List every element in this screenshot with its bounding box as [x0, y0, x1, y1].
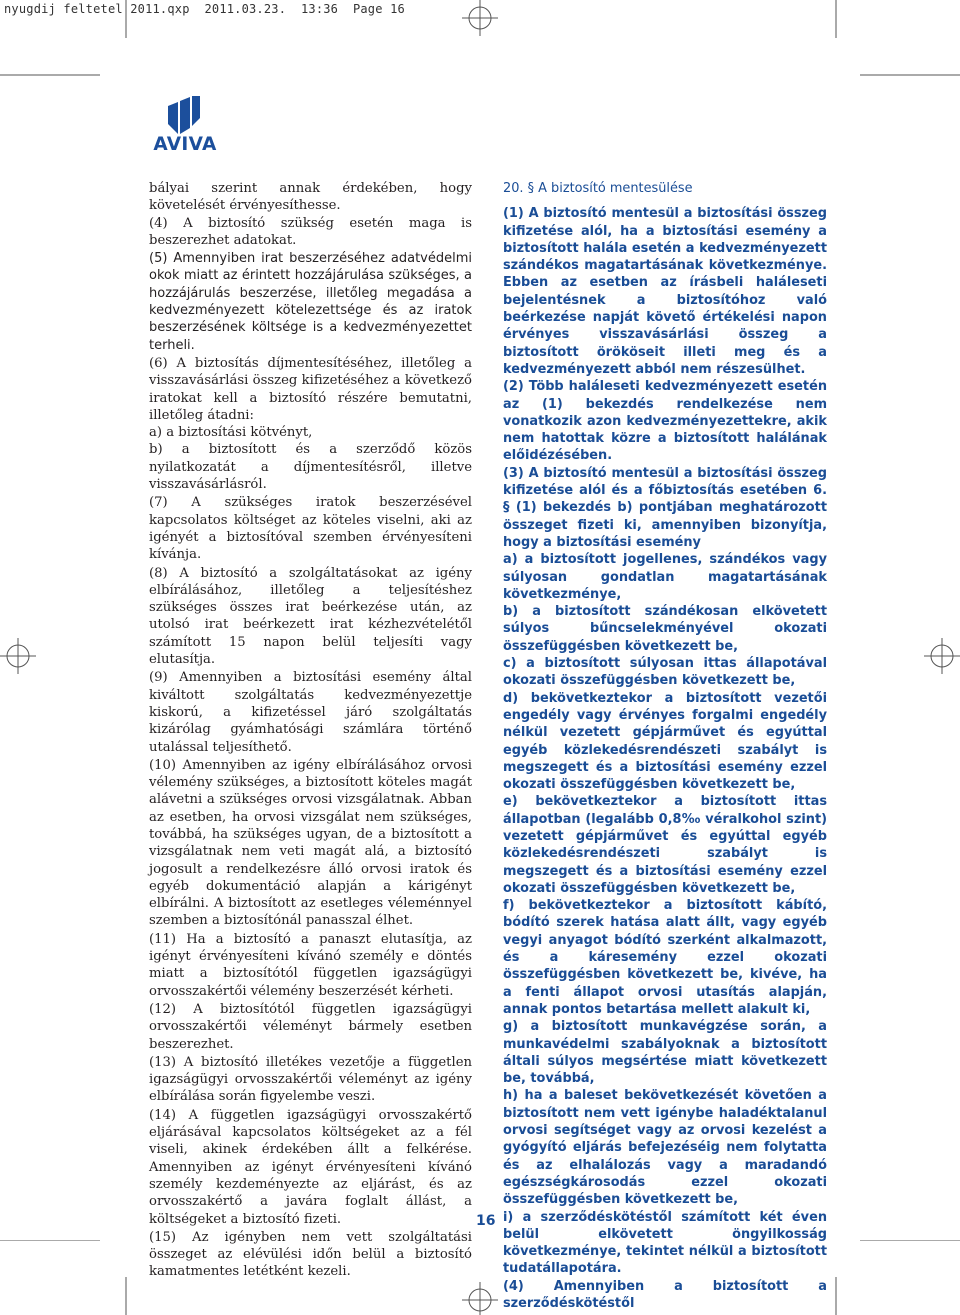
paragraph: (3) A biztosító mentesül a biztosítási összeg kifizetése alól és a főbiztosítás esetében 6. § (1) bekezdés b) pontjában meghatározott összeget fizeti ki, amennyiben bizonyítja, hogy a biztosítási esemény — [503, 465, 827, 550]
page-number: 16 — [476, 1213, 496, 1229]
paragraph: (7) A szükséges iratok beszerzésével kapcsolatos költséget az köteles viselni, aki az igényét a biztosítóval szemben érvényesíteni kívánja. — [149, 495, 472, 563]
crop-mark-bottom-left — [0, 1240, 130, 1315]
list-item: b) a biztosított szándékosan elkövetett súlyos bűncselekményével okozati összefüggésben következett be, — [503, 604, 827, 654]
section-heading: 20. § A biztosító mentesülése — [503, 181, 693, 196]
paragraph: (15) Az igényben nem vett szolgáltatási összeget az elévülési időn belül a biztosító kamatmentes letétként kezeli. — [149, 1229, 472, 1280]
paragraph: (12) A biztosítótól független igazságügyi orvosszakértői véleményt bármely esetben beszerezhet. — [149, 1001, 472, 1052]
list-item: a) a biztosított jogellenes, szándékos vagy súlyosan gondatlan magatartásának következménye, — [503, 552, 827, 602]
paragraph: (8) A biztosító a szolgáltatásokat az igény elbírálásához, illetőleg a teljesítéshez szükséges összes irat beérkezése után, az utolsó irat beérkezett irat kézhezvételétől számított 15 napon belül teljesíti vagy elutasítja. — [149, 565, 472, 668]
list-item: g) a biztosított munkavégzése során, a munkavédelmi szabályoknak a biztosított általi súlyos megsértése miatt következett be, továbbá, — [503, 1019, 827, 1087]
list-item: f) bekövetkeztekor a biztosított kábító, bódító szerek hatása alatt állt, vagy egyéb vegyi anyagot bódító szerként alkalmazott, és a káresemény ezzel okozati összefüggésben következett be, kivéve, ha a fenti állapot orvosi utasítás alapján, annak pontos betartása mellett alakult ki, — [503, 898, 827, 1017]
paragraph: (9) Amennyiben a biztosítási esemény által kiváltott szolgáltatás kedvezményezettje kiskorú, a kifizetéssel járó szolgáltatás kizárólag gyámhatósági számlára történő utalással teljesíthető. — [149, 670, 472, 755]
paragraph: (13) A biztosító illetékes vezetője a független igazságügyi orvosszakértői véleményt az igény elbírálása során figyelembe veszi. — [149, 1054, 472, 1105]
paragraph: (4) A biztosító szükség esetén maga is beszerezhet adatokat. — [149, 215, 472, 248]
list-item: h) ha a baleset bekövetkezését követően a biztosított nem vett igénybe haladéktalanul orvosi segítséget vagy az orvosi kezelést a gyógyító eljárás befejezéséig nem folytatta és az elhalálozás vagy a maradandó egészségkárosodás ezzel okozati összefüggésben következett be, — [503, 1088, 827, 1208]
paragraph: (4) Amennyiben a biztosított a szerződéskötéstől — [503, 1278, 827, 1311]
paragraph: (5) Amennyiben irat beszerzéséhez adatvédelmi okok miatt az érintett hozzájárulása szükséges, a hozzájárulás beszerzése, illetőleg megadása a kedvezményezett kötelezettsége és az iratok beszerzésének költsége is a kedvezményezettet terheli. — [149, 251, 472, 353]
paragraph: (11) Ha a biztosító a panaszt elutasítja, az igényt érvényesíteni kívánó személy e döntés miatt a biztosítótól független igazságügyi orvosszakértői vélemény beszerzését kérheti. — [149, 931, 472, 999]
list-item: d) bekövetkeztekor a biztosított vezetői engedély vagy érvényes forgalmi engedély nélkül vezetett gépjárművet és egyúttal egyéb közlekedésrendészeti szabályt is megszegett és a biztosítási esemény ezzel okozati összefüggésben következett be, — [503, 690, 827, 793]
paragraph: a) a biztosítási kötvényt, — [149, 425, 313, 441]
print-slug-line: nyugdij feltetel 2011.qxp 2011.03.23. 13:36 Page 16 — [4, 2, 405, 16]
logo-wordmark: AVIVA — [153, 134, 217, 155]
paragraph: (1) A biztosító mentesül a biztosítási összeg kifizetése alól, ha a biztosítási esemény a biztosított halála esetén a kedvezményezett szándékos magatartásának következménye. Ebben az esetben az írásbeli haláleseti bejelentésnek a biztosítóhoz való beérkezése napját követő értékelési napon érvényes visszavásárlási összeg a biztosított örököseit illeti meg és a kedvezményezett abból nem részesülhet. — [503, 206, 827, 377]
paragraph: (14) A független igazságügyi orvosszakértő eljárásával kapcsolatos költségeket az a fél viseli, akinek érdekében állt a felkérése. Amennyiben az igényt érvényesíteni kívánó személy kezdeményezte az eljárást, és az orvosszakértő a javára foglalt állást, a költségeket a biztosító fizeti. — [149, 1107, 472, 1227]
crop-mark-bottom-right — [834, 1240, 960, 1315]
crop-mark-top-left — [0, 0, 130, 80]
list-item: i) a szerződéskötéstől számított két éven belül elkövetett öngyilkosság következménye, tekintet nélkül a biztosított tudatállapotára. — [503, 1209, 827, 1277]
aviva-mark-icon — [168, 96, 202, 138]
registration-mark-bottom — [462, 1282, 498, 1315]
right-column — [503, 180, 827, 1312]
paragraph: (6) A biztosítás díjmentesítéséhez, illetőleg a visszavásárlási összeg kifizetéséhez a következő iratokat kell a biztosító részére bemutatni, illetőleg átadni: — [149, 355, 472, 423]
crop-mark-top-right — [834, 0, 960, 80]
registration-mark-top — [462, 0, 498, 36]
paragraph: (10) Amennyiben az igény elbírálásához orvosi vélemény szükséges, a biztosított köteles magát alávetni a szükséges orvosi vizsgálatnak. Abban az esetben, ha orvosi vizsgálat nem szükséges, továbbá, ha szükséges ugyan, de a biztosított a vizsgálatnak nem veti magát alá, a biztosító jogosult a rendelkezésre álló orvosi iratok és egyéb dokumentáció alapján a kárigényt elbírálni. A biztosított az esetleges véleménnyel szemben a biztosítónál panasszal élhet. — [149, 757, 472, 929]
list-item: e) bekövetkeztekor a biztosított ittas állapotban (legalább 0,8‰ véralkohol szint) vezetett gépjárművet és egyúttal egyéb közlekedésrendészeti szabályt is megszegett és a biztosítási esemény ezzel okozati összefüggésben következett be, — [503, 794, 827, 896]
registration-mark-right — [924, 638, 960, 674]
paragraph: bályai szerint annak érdekében, hogy követelését érvényesíthesse. — [149, 181, 472, 214]
paragraph: b) a biztosított és a szerződő közös nyilatkozatát a díjmentesítésről, illetve visszavásárlásról. — [149, 442, 472, 493]
left-column — [149, 180, 472, 1281]
paragraph: (2) Több haláleseti kedvezményezett esetén az (1) bekezdés rendelkezése nem vonatkozik azon kedvezményezettekre, akik nem hatottak közre a biztosított halálának előidézésében. — [503, 379, 827, 464]
aviva-logo — [148, 96, 222, 155]
registration-mark-left — [0, 638, 36, 674]
list-item: c) a biztosított súlyosan ittas állapotával okozati összefüggésben következett be, — [503, 656, 827, 689]
